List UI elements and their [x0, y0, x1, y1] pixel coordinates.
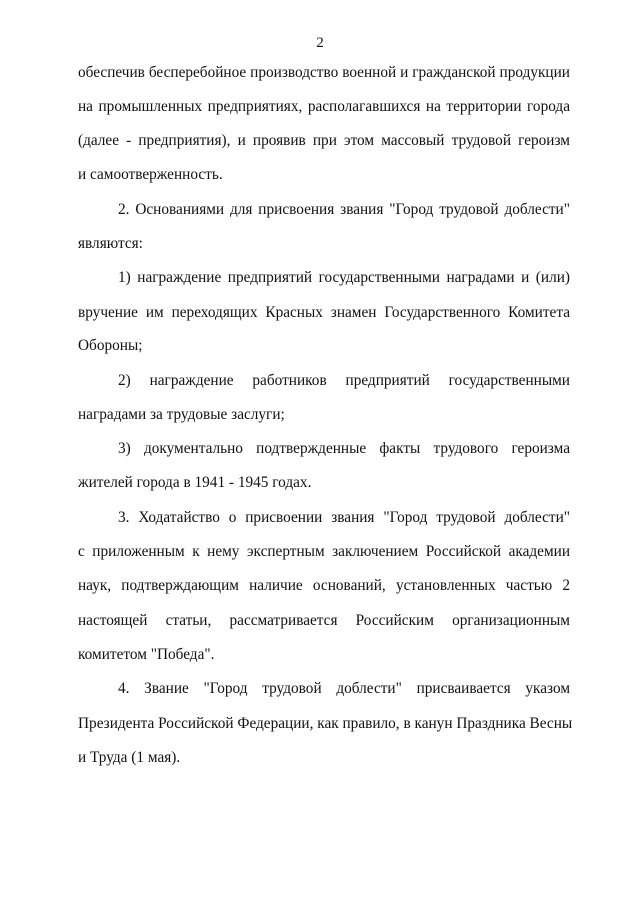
text-line: 2) награждение работников предприятий государственными — [118, 372, 570, 389]
text-line: и самоотверженность. — [78, 166, 223, 183]
text-line: жителей города в 1941 - 1945 годах. — [78, 474, 312, 491]
text-line: 3) документально подтвержденные факты трудового героизма — [118, 440, 570, 457]
text-line: 3. Ходатайство о присвоении звания "Город трудовой доблести" — [118, 509, 570, 526]
text-line: на промышленных предприятиях, располагавшихся на территории города — [78, 98, 570, 115]
text-line: с приложенным к нему экспертным заключением Российской академии — [78, 543, 570, 560]
text-line: Обороны; — [78, 337, 143, 354]
text-line: являются: — [78, 235, 143, 252]
text-line: (далее - предприятия), и проявив при этом массовый трудовой героизм — [78, 132, 570, 149]
text-line: настоящей статьи, рассматривается Российским организационным — [78, 612, 570, 629]
text-line: вручение им переходящих Красных знамен Государственного Комитета — [78, 304, 570, 321]
text-line: и Труда (1 мая). — [78, 749, 181, 766]
text-line: комитетом "Победа". — [78, 646, 215, 663]
text-line: 1) награждение предприятий государственными наградами и (или) — [118, 269, 570, 286]
text-line: наградами за трудовые заслуги; — [78, 406, 285, 423]
text-line: обеспечив бесперебойное производство военной и гражданской продукции — [78, 64, 570, 81]
text-line: наук, подтверждающим наличие оснований, установленных частью 2 — [78, 577, 570, 594]
text-line: Президента Российской Федерации, как правило, в канун Праздника Весны — [78, 715, 573, 732]
page-number: 2 — [316, 35, 324, 51]
text-line: 2. Основаниями для присвоения звания "Город трудовой доблести" — [118, 201, 570, 218]
text-line: 4. Звание "Город трудовой доблести" присваивается указом — [118, 680, 570, 697]
